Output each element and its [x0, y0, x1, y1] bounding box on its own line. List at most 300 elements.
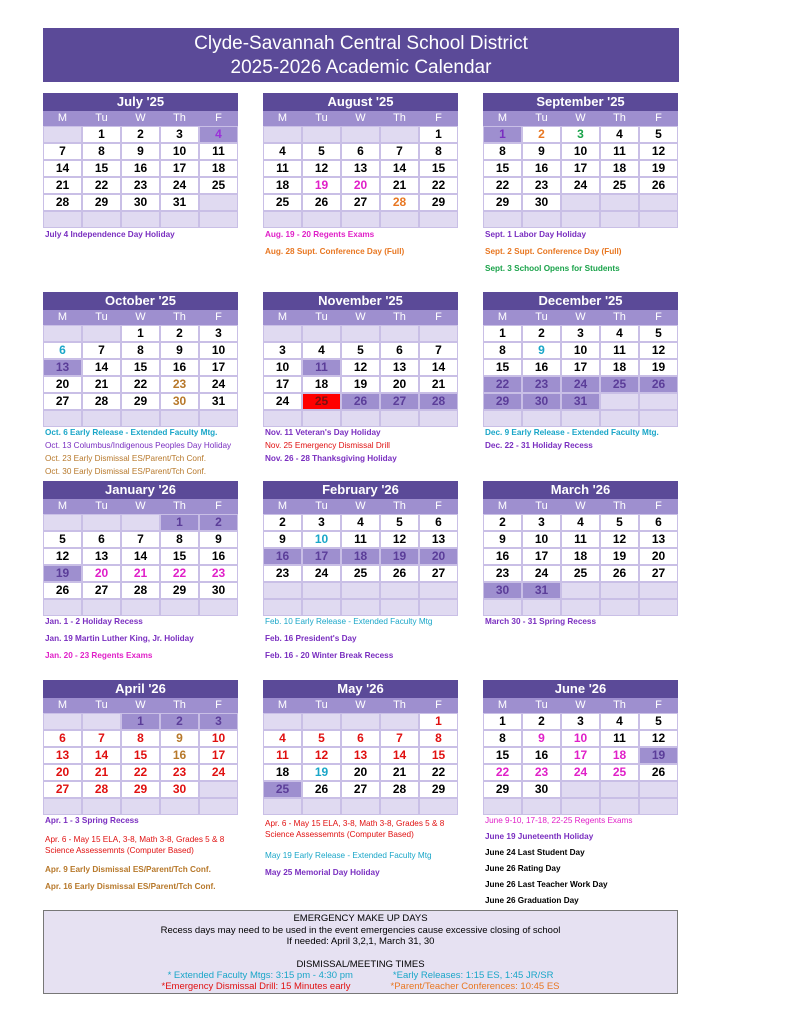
empty-cell: [639, 211, 678, 228]
day-cell: 10: [199, 730, 238, 747]
day-cell: 19: [600, 548, 639, 565]
day-cell: 13: [639, 531, 678, 548]
day-cell: 14: [43, 160, 82, 177]
day-cell: 30: [522, 194, 561, 211]
day-cell: 19: [639, 160, 678, 177]
empty-cell: [302, 126, 341, 143]
weekday-label: Tu: [302, 698, 341, 713]
day-cell: 22: [483, 376, 522, 393]
day-cell: 27: [341, 194, 380, 211]
day-cell: 12: [600, 531, 639, 548]
month-calendar: [263, 292, 458, 427]
weekday-label: Th: [600, 310, 639, 325]
day-cell: 2: [160, 713, 199, 730]
dismissal-row-1: [44, 970, 677, 981]
district-name: Clyde-Savannah Central School District: [194, 33, 528, 54]
calendar-note: May 25 Memorial Day Holiday: [265, 868, 380, 877]
day-cell: 18: [341, 548, 380, 565]
day-cell: 27: [82, 582, 121, 599]
day-cell: 29: [160, 582, 199, 599]
day-cell: 20: [419, 548, 458, 565]
day-cell: 3: [199, 325, 238, 342]
day-cell: 14: [380, 747, 419, 764]
weekday-label: Tu: [522, 310, 561, 325]
empty-cell: [380, 713, 419, 730]
day-cell: 17: [561, 359, 600, 376]
day-grid: [263, 499, 458, 616]
day-cell: 16: [522, 747, 561, 764]
weekday-label: W: [121, 310, 160, 325]
day-grid: [483, 310, 678, 427]
empty-cell: [639, 599, 678, 616]
day-cell: 29: [483, 393, 522, 410]
empty-cell: [561, 194, 600, 211]
faculty-meeting-times: * Extended Faculty Mtgs: 3:15 pm - 4:30 pm: [167, 970, 353, 981]
empty-cell: [341, 582, 380, 599]
day-cell: 3: [522, 514, 561, 531]
empty-cell: [380, 325, 419, 342]
month-title: August '25: [263, 93, 458, 111]
month-calendar: [43, 93, 238, 228]
empty-cell: [263, 599, 302, 616]
month-title: October '25: [43, 292, 238, 310]
day-cell: 4: [263, 143, 302, 160]
month-title: June '26: [483, 680, 678, 698]
day-cell: 3: [199, 713, 238, 730]
day-cell: 27: [341, 781, 380, 798]
day-cell: 13: [341, 747, 380, 764]
day-cell: 13: [43, 747, 82, 764]
empty-cell: [121, 514, 160, 531]
day-cell: 12: [639, 342, 678, 359]
weekday-label: Tu: [82, 310, 121, 325]
weekday-label: M: [483, 698, 522, 713]
notes-group: [265, 427, 505, 464]
empty-cell: [341, 599, 380, 616]
calendar-note: Apr. 6 - May 15 ELA, 3-8, Math 3-8, Grades 5 & 8 Science Assessemnts (Computer Based): [265, 819, 445, 839]
day-cell: 12: [43, 548, 82, 565]
day-grid: [483, 698, 678, 815]
day-cell: 29: [483, 781, 522, 798]
day-cell: 12: [380, 531, 419, 548]
day-cell: 16: [160, 359, 199, 376]
day-cell: 5: [639, 325, 678, 342]
empty-cell: [121, 410, 160, 427]
day-cell: 19: [380, 548, 419, 565]
day-grid: [263, 310, 458, 427]
day-cell: 21: [121, 565, 160, 582]
day-cell: 5: [302, 143, 341, 160]
day-cell: 27: [380, 393, 419, 410]
day-cell: 31: [199, 393, 238, 410]
day-cell: 11: [600, 342, 639, 359]
day-cell: 17: [561, 160, 600, 177]
day-cell: 18: [561, 548, 600, 565]
day-cell: 4: [199, 126, 238, 143]
empty-cell: [263, 211, 302, 228]
day-cell: 28: [82, 393, 121, 410]
day-cell: 15: [483, 359, 522, 376]
day-cell: 28: [82, 781, 121, 798]
day-cell: 2: [263, 514, 302, 531]
month-title: December '25: [483, 292, 678, 310]
day-cell: 6: [43, 342, 82, 359]
day-cell: 23: [199, 565, 238, 582]
weekday-label: F: [639, 111, 678, 126]
day-cell: 6: [43, 730, 82, 747]
day-cell: 6: [380, 342, 419, 359]
day-cell: 3: [263, 342, 302, 359]
day-grid: [263, 111, 458, 228]
day-cell: 28: [419, 393, 458, 410]
calendar-note: Nov. 11 Veteran's Day Holiday: [265, 428, 381, 437]
day-cell: 17: [302, 548, 341, 565]
calendar-title: 2025-2026 Academic Calendar: [230, 57, 492, 78]
weekday-label: F: [419, 698, 458, 713]
empty-cell: [302, 410, 341, 427]
empty-cell: [561, 582, 600, 599]
weekday-label: Tu: [82, 111, 121, 126]
day-cell: 9: [263, 531, 302, 548]
day-cell: 19: [43, 565, 82, 582]
day-cell: 7: [82, 730, 121, 747]
day-cell: 9: [522, 143, 561, 160]
day-cell: 8: [419, 143, 458, 160]
day-cell: 20: [43, 376, 82, 393]
early-release-times: *Early Releases: 1:15 ES, 1:45 JR/SR: [392, 970, 554, 981]
empty-cell: [43, 514, 82, 531]
weekday-label: M: [43, 698, 82, 713]
day-cell: 15: [483, 160, 522, 177]
day-cell: 6: [639, 514, 678, 531]
day-cell: 8: [160, 531, 199, 548]
day-cell: 9: [160, 730, 199, 747]
weekday-label: Th: [160, 310, 199, 325]
calendar-note: Nov. 25 Emergency Dismissal Drill: [265, 441, 390, 450]
weekday-label: W: [341, 310, 380, 325]
day-cell: 11: [302, 359, 341, 376]
day-cell: 1: [483, 325, 522, 342]
day-cell: 19: [302, 177, 341, 194]
empty-cell: [341, 126, 380, 143]
day-cell: 29: [419, 194, 458, 211]
dismissal-row-2: [44, 981, 677, 992]
empty-cell: [302, 798, 341, 815]
day-cell: 10: [160, 143, 199, 160]
day-cell: 3: [160, 126, 199, 143]
day-cell: 14: [380, 160, 419, 177]
month-title: February '26: [263, 481, 458, 499]
day-cell: 25: [263, 781, 302, 798]
day-cell: 24: [199, 376, 238, 393]
weekday-label: W: [341, 698, 380, 713]
weekday-label: W: [121, 499, 160, 514]
empty-cell: [43, 126, 82, 143]
day-cell: 26: [380, 565, 419, 582]
empty-cell: [639, 798, 678, 815]
weekday-label: Tu: [522, 698, 561, 713]
day-grid: [43, 698, 238, 815]
weekday-label: W: [121, 698, 160, 713]
weekday-label: M: [43, 111, 82, 126]
day-cell: 4: [600, 713, 639, 730]
empty-cell: [380, 599, 419, 616]
empty-cell: [639, 781, 678, 798]
empty-cell: [561, 599, 600, 616]
empty-cell: [600, 599, 639, 616]
weekday-label: Th: [380, 310, 419, 325]
month-calendar: [43, 481, 238, 616]
calendar-note: Apr. 9 Early Dismissal ES/Parent/Tch Conf.: [45, 865, 211, 874]
day-cell: 28: [43, 194, 82, 211]
day-cell: 3: [302, 514, 341, 531]
calendar-note: Nov. 26 - 28 Thanksgiving Holiday: [265, 454, 397, 463]
day-cell: 1: [483, 126, 522, 143]
empty-cell: [419, 798, 458, 815]
conference-time: *Parent/Teacher Conferences: 10:45 ES: [390, 981, 560, 992]
empty-cell: [600, 393, 639, 410]
day-cell: 7: [121, 531, 160, 548]
day-cell: 18: [600, 747, 639, 764]
weekday-label: Tu: [522, 111, 561, 126]
empty-cell: [419, 325, 458, 342]
day-grid: [483, 499, 678, 616]
day-cell: 18: [199, 160, 238, 177]
empty-cell: [302, 325, 341, 342]
calendar-note: Dec. 22 - 31 Holiday Recess: [485, 441, 593, 450]
empty-cell: [43, 211, 82, 228]
calendar-note: Apr. 1 - 3 Spring Recess: [45, 816, 139, 825]
month-calendar: [483, 93, 678, 228]
calendar-header: [43, 28, 679, 82]
weekday-label: W: [341, 499, 380, 514]
month-calendar: [483, 481, 678, 616]
day-cell: 3: [561, 325, 600, 342]
empty-cell: [380, 582, 419, 599]
empty-cell: [43, 599, 82, 616]
day-cell: 8: [483, 143, 522, 160]
calendar-note: June 19 Juneteenth Holiday: [485, 832, 594, 841]
empty-cell: [600, 582, 639, 599]
day-cell: 18: [263, 177, 302, 194]
month-calendar: [483, 292, 678, 427]
day-cell: 6: [419, 514, 458, 531]
day-cell: 26: [43, 582, 82, 599]
day-cell: 2: [522, 325, 561, 342]
day-cell: 29: [483, 194, 522, 211]
day-cell: 1: [121, 325, 160, 342]
emergency-line-2: If needed: April 3,2,1, March 31, 30: [286, 936, 435, 947]
notes-group: [485, 427, 725, 451]
day-cell: 11: [199, 143, 238, 160]
day-cell: 13: [341, 160, 380, 177]
weekday-label: W: [561, 310, 600, 325]
weekday-label: F: [419, 111, 458, 126]
day-cell: 23: [483, 565, 522, 582]
calendar-note: March 30 - 31 Spring Recess: [485, 617, 597, 626]
day-cell: 26: [302, 781, 341, 798]
empty-cell: [600, 194, 639, 211]
empty-cell: [561, 410, 600, 427]
empty-cell: [263, 798, 302, 815]
empty-cell: [160, 211, 199, 228]
empty-cell: [639, 393, 678, 410]
day-cell: 22: [483, 764, 522, 781]
weekday-label: Tu: [302, 499, 341, 514]
day-cell: 22: [121, 376, 160, 393]
empty-cell: [199, 798, 238, 815]
day-cell: 21: [380, 177, 419, 194]
day-cell: 26: [639, 376, 678, 393]
day-cell: 6: [341, 143, 380, 160]
day-cell: 26: [302, 194, 341, 211]
day-cell: 4: [302, 342, 341, 359]
day-cell: 25: [199, 177, 238, 194]
weekday-label: W: [341, 111, 380, 126]
day-cell: 22: [419, 764, 458, 781]
weekday-label: M: [263, 698, 302, 713]
calendar-note: Sept. 2 Supt. Conference Day (Full): [485, 247, 622, 256]
weekday-label: M: [43, 499, 82, 514]
day-cell: 10: [561, 342, 600, 359]
day-cell: 24: [561, 177, 600, 194]
day-cell: 2: [483, 514, 522, 531]
day-cell: 11: [600, 143, 639, 160]
notes-group: [485, 815, 725, 906]
emergency-title: EMERGENCY MAKE UP DAYS: [293, 913, 428, 924]
weekday-label: W: [561, 499, 600, 514]
day-cell: 14: [121, 548, 160, 565]
notes-group: [265, 616, 505, 661]
day-cell: 11: [561, 531, 600, 548]
day-cell: 21: [82, 376, 121, 393]
weekday-label: F: [639, 698, 678, 713]
month-title: September '25: [483, 93, 678, 111]
day-cell: 23: [160, 376, 199, 393]
weekday-label: M: [43, 310, 82, 325]
day-cell: 7: [380, 143, 419, 160]
calendar-note: Feb. 16 President's Day: [265, 634, 357, 643]
day-cell: 19: [639, 747, 678, 764]
calendar-note: Jan. 1 - 2 Holiday Recess: [45, 617, 143, 626]
day-cell: 5: [639, 713, 678, 730]
day-cell: 16: [160, 747, 199, 764]
day-cell: 1: [160, 514, 199, 531]
empty-cell: [380, 211, 419, 228]
day-cell: 18: [600, 359, 639, 376]
weekday-label: W: [561, 111, 600, 126]
calendar-note: Sept. 1 Labor Day Holiday: [485, 230, 587, 239]
day-cell: 27: [43, 781, 82, 798]
day-cell: 2: [199, 514, 238, 531]
day-cell: 1: [483, 713, 522, 730]
day-cell: 9: [522, 730, 561, 747]
empty-cell: [341, 325, 380, 342]
day-cell: 6: [82, 531, 121, 548]
empty-cell: [199, 194, 238, 211]
empty-cell: [419, 599, 458, 616]
day-cell: 26: [639, 177, 678, 194]
empty-cell: [561, 211, 600, 228]
day-cell: 22: [121, 764, 160, 781]
day-cell: 29: [82, 194, 121, 211]
empty-cell: [82, 713, 121, 730]
empty-cell: [639, 194, 678, 211]
month-title: July '25: [43, 93, 238, 111]
day-cell: 4: [600, 325, 639, 342]
weekday-label: M: [483, 111, 522, 126]
day-cell: 5: [380, 514, 419, 531]
empty-cell: [600, 211, 639, 228]
day-cell: 28: [380, 194, 419, 211]
empty-cell: [341, 410, 380, 427]
day-cell: 28: [380, 781, 419, 798]
weekday-label: Th: [380, 111, 419, 126]
day-cell: 12: [302, 747, 341, 764]
day-cell: 30: [199, 582, 238, 599]
day-cell: 10: [561, 730, 600, 747]
day-cell: 23: [160, 764, 199, 781]
day-cell: 22: [160, 565, 199, 582]
empty-cell: [600, 798, 639, 815]
empty-cell: [561, 798, 600, 815]
weekday-label: Tu: [302, 111, 341, 126]
day-cell: 14: [82, 359, 121, 376]
day-cell: 1: [121, 713, 160, 730]
notes-group: [45, 616, 285, 661]
calendar-note: Jan. 19 Martin Luther King, Jr. Holiday: [45, 634, 194, 643]
month-title: May '26: [263, 680, 458, 698]
day-cell: 25: [600, 764, 639, 781]
day-cell: 28: [121, 582, 160, 599]
dismissal-title: DISMISSAL/MEETING TIMES: [296, 958, 425, 970]
day-grid: [43, 310, 238, 427]
empty-cell: [302, 713, 341, 730]
empty-cell: [82, 599, 121, 616]
weekday-label: F: [419, 499, 458, 514]
day-cell: 24: [263, 393, 302, 410]
day-grid: [43, 499, 238, 616]
empty-cell: [522, 211, 561, 228]
day-cell: 8: [121, 730, 160, 747]
month-calendar: [43, 292, 238, 427]
empty-cell: [341, 798, 380, 815]
day-cell: 20: [341, 764, 380, 781]
day-cell: 10: [522, 531, 561, 548]
day-cell: 8: [82, 143, 121, 160]
day-cell: 22: [419, 177, 458, 194]
empty-cell: [82, 410, 121, 427]
day-cell: 20: [82, 565, 121, 582]
empty-cell: [522, 599, 561, 616]
day-cell: 15: [419, 160, 458, 177]
weekday-label: Th: [380, 499, 419, 514]
day-cell: 18: [263, 764, 302, 781]
weekday-label: F: [199, 111, 238, 126]
empty-cell: [639, 410, 678, 427]
day-cell: 17: [199, 747, 238, 764]
empty-cell: [639, 582, 678, 599]
day-cell: 17: [522, 548, 561, 565]
day-cell: 18: [600, 160, 639, 177]
day-cell: 10: [302, 531, 341, 548]
weekday-label: M: [263, 111, 302, 126]
day-cell: 15: [121, 747, 160, 764]
day-cell: 9: [522, 342, 561, 359]
day-cell: 8: [121, 342, 160, 359]
empty-cell: [419, 211, 458, 228]
day-cell: 27: [419, 565, 458, 582]
